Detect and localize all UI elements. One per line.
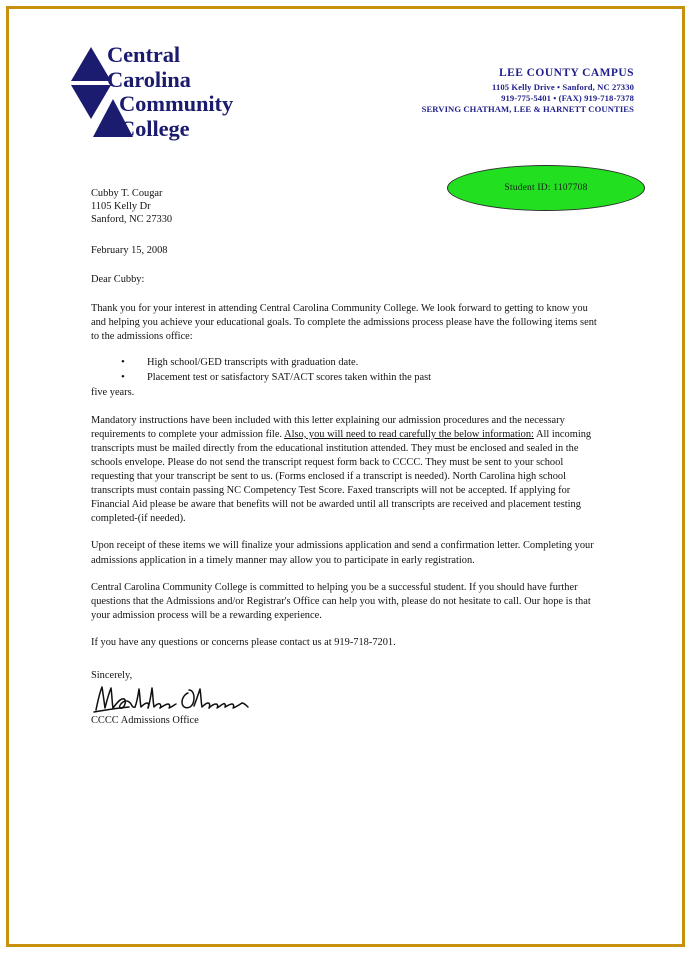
recipient-address <box>91 187 599 227</box>
logo-line-4: College <box>119 115 190 141</box>
mandatory-text-part-2: All incoming transcripts must be mailed directly from the educational institution attended. They must be enclosed and sealed in the schools envelope. Please do not send the transcript request form back to CCCC. They must be sent to your school requesting that your transcript be sent to us. (Forms enclosed if a transcript is needed). North Carolina high school transcripts must contain passing NC Competency Test Score. Faxed transcripts will not be accepted. If applying for Financial Aid please be aware that benefits will not be awarded until all transcripts are received and placement testing completed-(if needed). <box>91 428 592 525</box>
list-item <box>91 355 599 370</box>
page-border-frame <box>6 6 685 947</box>
letter-page <box>9 9 682 944</box>
letter-body <box>91 187 599 727</box>
list-item <box>91 370 599 385</box>
campus-phone: 919-775-5401 • (FAX) 919-718-7378 <box>501 93 634 103</box>
paragraph-upon-receipt: Upon receipt of these items we will finalize your admissions application and send a confirmation letter. Completing your admissions application in a timely manner may allow you to participate in early registration. <box>91 540 594 566</box>
letterhead <box>9 9 682 141</box>
required-items-list <box>91 355 599 385</box>
campus-contact-block <box>334 67 634 115</box>
mandatory-text-part-1: Mandatory instructions have been included with this letter explaining our admission procedures and the necessary requirements to complete your admission file. <box>91 414 565 440</box>
list-item-label: Placement test or satisfactory SAT/ACT scores taken within the past <box>147 372 432 384</box>
letter-date: February 15, 2008 <box>91 244 168 256</box>
paragraph-intro: Thank you for your interest in attending Central Carolina Community College. We look forward to getting to know you and helping you achieve your educational goals. To complete the admissions process please have the following items sent to the admissions office: <box>91 302 597 342</box>
bullet-icon: • <box>121 355 125 368</box>
logo-line-3: Community <box>119 91 234 116</box>
valediction: Sincerely, <box>91 670 133 681</box>
bullet-icon: • <box>121 370 125 383</box>
campus-address: 1105 Kelly Drive • Sanford, NC 27330 <box>492 82 634 92</box>
logo-line-1: Central <box>107 42 181 67</box>
recipient-street: 1105 Kelly Dr <box>91 201 151 213</box>
paragraph-mandatory-instructions <box>91 414 599 527</box>
paragraph-commitment: Central Carolina Community College is committed to helping you be a successful student. If you should have further questions that the Admissions and/or Registrar's Office can help you with, please do not hesitate to call. Our hope is that your admission process will be a rewarding experience. <box>91 581 591 621</box>
college-logo-wordmark <box>97 43 233 141</box>
closing-block <box>91 669 599 727</box>
handwritten-signature-icon <box>93 684 599 714</box>
recipient-city-state-zip: Sanford, NC 27330 <box>91 214 173 226</box>
recipient-name: Cubby T. Cougar <box>91 188 163 199</box>
campus-name: LEE COUNTY CAMPUS <box>498 67 634 79</box>
list-item-continuation: five years. <box>91 387 135 399</box>
salutation: Dear Cubby: <box>91 274 145 286</box>
mandatory-text-underlined: Also, you will need to read carefully the below information: <box>284 428 534 440</box>
student-id-label: Student ID: 1107708 <box>504 183 588 193</box>
logo-line-2: Carolina <box>107 66 191 92</box>
paragraph-contact: If you have any questions or concerns please contact us at 919-718-7201. <box>91 636 396 648</box>
campus-serving-counties: SERVING CHATHAM, LEE & HARNETT COUNTIES <box>421 104 634 114</box>
list-item-label: High school/GED transcripts with graduation date. <box>147 357 359 369</box>
college-logo <box>71 42 331 141</box>
signer-title: CCCC Admissions Office <box>91 714 199 726</box>
